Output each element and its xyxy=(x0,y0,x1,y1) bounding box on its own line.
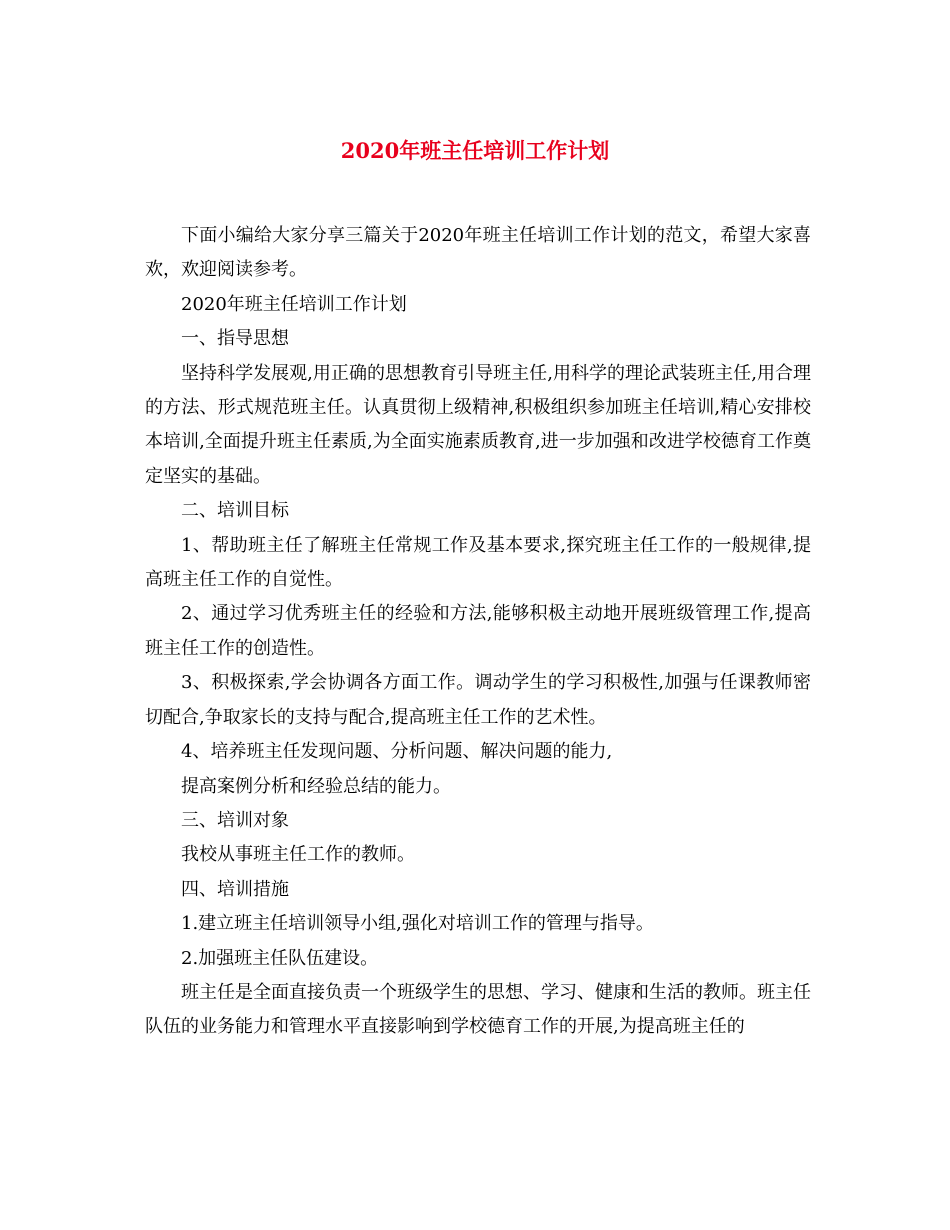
measure-item-1: 1.建立班主任培训领导小组,强化对培训工作的管理与指导。 xyxy=(181,913,654,935)
section-heading-training-measures: 四、培训措施 xyxy=(181,878,289,900)
goal-item-4: 4、培养班主任发现问题、分析问题、解决问题的能力, xyxy=(181,741,613,763)
goal-item-3: 3、积极探索,学会协调各方面工作。调动学生的学习积极性,加强与任课教师密切配合,争取家长的支持与配合,提高班主任工作的艺术性。 xyxy=(145,672,811,728)
goal-item-1: 1、帮助班主任了解班主任常规工作及基本要求,探究班主任工作的一般规律,提高班主任工作的自觉性。 xyxy=(145,534,811,591)
guiding-thought-paragraph: 坚持科学发展观,用正确的思想教育引导班主任,用科学的理论武装班主任,用合理的方法、形式规范班主任。认真贯彻上级精神,积极组织参加班主任培训,精心安排校本培训,全面提升班主任素质,为全面实施素质教育,进一步加强和改进学校德育工作奠定坚实的基础。 xyxy=(145,362,811,487)
goal-item-2: 2、通过学习优秀班主任的经验和方法,能够积极主动地开展班级管理工作,提高班主任工作的创造性。 xyxy=(145,603,811,659)
section-heading-training-targets: 三、培训对象 xyxy=(181,809,289,831)
document-title: 2020年班主任培训工作计划 xyxy=(340,138,610,163)
section-heading-training-goals: 二、培训目标 xyxy=(181,500,289,522)
intro-paragraph: 下面小编给大家分享三篇关于2020年班主任培训工作计划的范文，希望大家喜欢，欢迎阅读参考。 xyxy=(145,225,811,281)
plan-heading: 2020年班主任培训工作计划 xyxy=(181,293,407,315)
measure-detail-paragraph: 班主任是全面直接负责一个班级学生的思想、学习、健康和生活的教师。班主任队伍的业务能力和管理水平直接影响到学校德育工作的开展,为提高班主任的 xyxy=(145,981,811,1038)
training-targets-paragraph: 我校从事班主任工作的教师。 xyxy=(181,844,415,866)
measure-item-2: 2.加强班主任队伍建设。 xyxy=(181,947,379,969)
goal-item-4-continued: 提高案例分析和经验总结的能力。 xyxy=(181,775,451,797)
section-heading-guiding-thought: 一、指导思想 xyxy=(181,328,289,350)
document-body xyxy=(145,219,811,1045)
